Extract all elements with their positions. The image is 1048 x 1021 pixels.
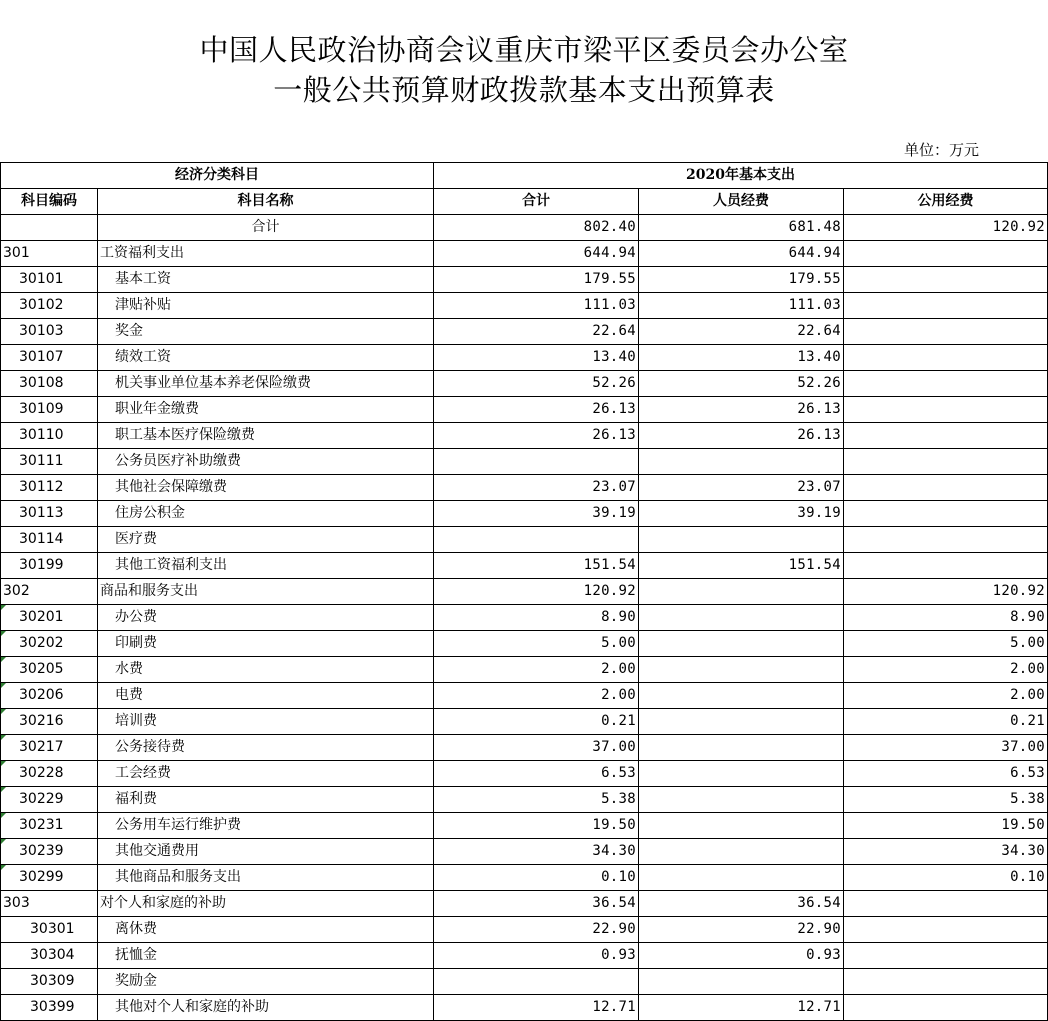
row-personnel: 0.93 bbox=[639, 943, 844, 969]
row-personnel bbox=[639, 735, 844, 761]
row-personnel bbox=[639, 761, 844, 787]
total-name: 合计 bbox=[98, 215, 434, 241]
table-row bbox=[1, 371, 1048, 397]
row-public bbox=[844, 917, 1048, 943]
row-code: 30101 bbox=[1, 267, 98, 293]
total-code bbox=[1, 215, 98, 241]
row-total: 0.10 bbox=[434, 865, 639, 891]
row-name: 其他工资福利支出 bbox=[98, 553, 434, 579]
row-public bbox=[844, 553, 1048, 579]
header-econ-class: 经济分类科目 bbox=[1, 163, 434, 189]
row-public bbox=[844, 371, 1048, 397]
row-total: 34.30 bbox=[434, 839, 639, 865]
table-row bbox=[1, 865, 1048, 891]
header-personnel: 人员经费 bbox=[639, 189, 844, 215]
row-name: 电费 bbox=[98, 683, 434, 709]
table-row bbox=[1, 813, 1048, 839]
row-code: 30217 bbox=[1, 735, 98, 761]
row-code: 30228 bbox=[1, 761, 98, 787]
table-row bbox=[1, 839, 1048, 865]
row-personnel bbox=[639, 605, 844, 631]
row-total: 8.90 bbox=[434, 605, 639, 631]
table-row bbox=[1, 631, 1048, 657]
row-total: 37.00 bbox=[434, 735, 639, 761]
row-total: 22.64 bbox=[434, 319, 639, 345]
row-name: 抚恤金 bbox=[98, 943, 434, 969]
row-public bbox=[844, 969, 1048, 995]
row-public bbox=[844, 267, 1048, 293]
total-row bbox=[1, 215, 1048, 241]
table-row bbox=[1, 917, 1048, 943]
row-public: 2.00 bbox=[844, 657, 1048, 683]
row-code: 30309 bbox=[1, 969, 98, 995]
row-total: 12.71 bbox=[434, 995, 639, 1021]
row-code: 30108 bbox=[1, 371, 98, 397]
row-total: 179.55 bbox=[434, 267, 639, 293]
row-total: 26.13 bbox=[434, 397, 639, 423]
row-name: 住房公积金 bbox=[98, 501, 434, 527]
row-total: 19.50 bbox=[434, 813, 639, 839]
row-code: 30199 bbox=[1, 553, 98, 579]
row-public: 34.30 bbox=[844, 839, 1048, 865]
header-2020-basic: 2020年基本支出 bbox=[434, 163, 1048, 189]
row-total: 0.21 bbox=[434, 709, 639, 735]
table-row bbox=[1, 735, 1048, 761]
row-personnel: 23.07 bbox=[639, 475, 844, 501]
row-personnel: 22.64 bbox=[639, 319, 844, 345]
row-public: 6.53 bbox=[844, 761, 1048, 787]
total-public: 120.92 bbox=[844, 215, 1048, 241]
row-code: 30110 bbox=[1, 423, 98, 449]
row-name: 工资福利支出 bbox=[98, 241, 434, 267]
row-total bbox=[434, 449, 639, 475]
row-name: 职工基本医疗保险缴费 bbox=[98, 423, 434, 449]
table-row bbox=[1, 943, 1048, 969]
table-row bbox=[1, 501, 1048, 527]
row-code: 30201 bbox=[1, 605, 98, 631]
row-code: 30205 bbox=[1, 657, 98, 683]
row-public bbox=[844, 501, 1048, 527]
row-personnel bbox=[639, 839, 844, 865]
row-total: 13.40 bbox=[434, 345, 639, 371]
row-name: 公务员医疗补助缴费 bbox=[98, 449, 434, 475]
row-personnel bbox=[639, 969, 844, 995]
row-personnel: 39.19 bbox=[639, 501, 844, 527]
row-personnel bbox=[639, 657, 844, 683]
row-total: 5.38 bbox=[434, 787, 639, 813]
row-public bbox=[844, 423, 1048, 449]
budget-table bbox=[0, 162, 1048, 1021]
row-code: 30301 bbox=[1, 917, 98, 943]
table-row bbox=[1, 657, 1048, 683]
row-personnel bbox=[639, 449, 844, 475]
row-total: 23.07 bbox=[434, 475, 639, 501]
header-col-row bbox=[1, 189, 1048, 215]
row-code: 30304 bbox=[1, 943, 98, 969]
row-name: 工会经费 bbox=[98, 761, 434, 787]
row-personnel bbox=[639, 683, 844, 709]
row-code: 30399 bbox=[1, 995, 98, 1021]
row-personnel: 22.90 bbox=[639, 917, 844, 943]
row-public: 8.90 bbox=[844, 605, 1048, 631]
table-row bbox=[1, 527, 1048, 553]
row-public bbox=[844, 397, 1048, 423]
row-personnel bbox=[639, 813, 844, 839]
row-personnel: 26.13 bbox=[639, 423, 844, 449]
row-total: 22.90 bbox=[434, 917, 639, 943]
row-name: 印刷费 bbox=[98, 631, 434, 657]
row-public bbox=[844, 319, 1048, 345]
row-personnel: 644.94 bbox=[639, 241, 844, 267]
table-row bbox=[1, 579, 1048, 605]
table-row bbox=[1, 553, 1048, 579]
row-code: 30102 bbox=[1, 293, 98, 319]
row-public: 37.00 bbox=[844, 735, 1048, 761]
table-row bbox=[1, 423, 1048, 449]
row-public bbox=[844, 345, 1048, 371]
row-public: 0.10 bbox=[844, 865, 1048, 891]
row-name: 公务用车运行维护费 bbox=[98, 813, 434, 839]
row-personnel bbox=[639, 787, 844, 813]
row-total: 52.26 bbox=[434, 371, 639, 397]
row-public bbox=[844, 449, 1048, 475]
row-code: 30231 bbox=[1, 813, 98, 839]
row-personnel: 12.71 bbox=[639, 995, 844, 1021]
row-code: 30216 bbox=[1, 709, 98, 735]
table-row bbox=[1, 709, 1048, 735]
header-name: 科目名称 bbox=[98, 189, 434, 215]
row-public bbox=[844, 995, 1048, 1021]
row-personnel bbox=[639, 579, 844, 605]
row-code: 30107 bbox=[1, 345, 98, 371]
row-code: 30239 bbox=[1, 839, 98, 865]
row-total: 111.03 bbox=[434, 293, 639, 319]
unit-label: 单位：万元 bbox=[904, 141, 980, 159]
row-public bbox=[844, 293, 1048, 319]
table-row bbox=[1, 293, 1048, 319]
row-total: 5.00 bbox=[434, 631, 639, 657]
row-personnel: 151.54 bbox=[639, 553, 844, 579]
row-personnel bbox=[639, 631, 844, 657]
table-row bbox=[1, 891, 1048, 917]
page-title-line1: 中国人民政治协商会议重庆市梁平区委员会办公室 bbox=[199, 33, 849, 67]
row-total: 6.53 bbox=[434, 761, 639, 787]
table-row bbox=[1, 683, 1048, 709]
row-name: 基本工资 bbox=[98, 267, 434, 293]
total-total: 802.40 bbox=[434, 215, 639, 241]
row-public bbox=[844, 891, 1048, 917]
row-name: 其他社会保障缴费 bbox=[98, 475, 434, 501]
row-personnel: 36.54 bbox=[639, 891, 844, 917]
row-code: 30109 bbox=[1, 397, 98, 423]
row-name: 培训费 bbox=[98, 709, 434, 735]
row-total: 39.19 bbox=[434, 501, 639, 527]
row-total: 2.00 bbox=[434, 683, 639, 709]
row-code: 302 bbox=[1, 579, 98, 605]
row-name: 绩效工资 bbox=[98, 345, 434, 371]
row-personnel bbox=[639, 709, 844, 735]
table-row bbox=[1, 241, 1048, 267]
row-code: 30114 bbox=[1, 527, 98, 553]
row-name: 其他商品和服务支出 bbox=[98, 865, 434, 891]
row-public: 5.00 bbox=[844, 631, 1048, 657]
row-name: 奖励金 bbox=[98, 969, 434, 995]
row-personnel: 26.13 bbox=[639, 397, 844, 423]
row-code: 30111 bbox=[1, 449, 98, 475]
row-public bbox=[844, 475, 1048, 501]
header-code: 科目编码 bbox=[1, 189, 98, 215]
row-name: 医疗费 bbox=[98, 527, 434, 553]
row-total: 644.94 bbox=[434, 241, 639, 267]
row-code: 301 bbox=[1, 241, 98, 267]
row-total: 26.13 bbox=[434, 423, 639, 449]
row-name: 奖金 bbox=[98, 319, 434, 345]
row-code: 30112 bbox=[1, 475, 98, 501]
row-personnel bbox=[639, 865, 844, 891]
row-name: 办公费 bbox=[98, 605, 434, 631]
row-name: 水费 bbox=[98, 657, 434, 683]
row-total: 151.54 bbox=[434, 553, 639, 579]
table-row bbox=[1, 397, 1048, 423]
row-name: 机关事业单位基本养老保险缴费 bbox=[98, 371, 434, 397]
table-row bbox=[1, 449, 1048, 475]
row-total: 0.93 bbox=[434, 943, 639, 969]
row-name: 福利费 bbox=[98, 787, 434, 813]
header-total: 合计 bbox=[434, 189, 639, 215]
header-group-row bbox=[1, 163, 1048, 189]
table-row bbox=[1, 267, 1048, 293]
header-public: 公用经费 bbox=[844, 189, 1048, 215]
row-total: 2.00 bbox=[434, 657, 639, 683]
row-total bbox=[434, 969, 639, 995]
row-personnel: 111.03 bbox=[639, 293, 844, 319]
row-total bbox=[434, 527, 639, 553]
row-personnel: 13.40 bbox=[639, 345, 844, 371]
row-public: 5.38 bbox=[844, 787, 1048, 813]
table-row bbox=[1, 319, 1048, 345]
row-public bbox=[844, 943, 1048, 969]
row-code: 30299 bbox=[1, 865, 98, 891]
row-public: 120.92 bbox=[844, 579, 1048, 605]
table-row bbox=[1, 969, 1048, 995]
table-row bbox=[1, 787, 1048, 813]
table-row bbox=[1, 345, 1048, 371]
row-code: 30113 bbox=[1, 501, 98, 527]
row-code: 30229 bbox=[1, 787, 98, 813]
row-total: 36.54 bbox=[434, 891, 639, 917]
row-public: 2.00 bbox=[844, 683, 1048, 709]
row-name: 商品和服务支出 bbox=[98, 579, 434, 605]
row-name: 离休费 bbox=[98, 917, 434, 943]
row-personnel bbox=[639, 527, 844, 553]
table-row bbox=[1, 605, 1048, 631]
table-row bbox=[1, 475, 1048, 501]
row-public: 19.50 bbox=[844, 813, 1048, 839]
row-code: 30103 bbox=[1, 319, 98, 345]
row-code: 303 bbox=[1, 891, 98, 917]
row-code: 30206 bbox=[1, 683, 98, 709]
row-name: 其他交通费用 bbox=[98, 839, 434, 865]
page-title-line2: 一般公共预算财政拨款基本支出预算表 bbox=[273, 73, 775, 107]
row-name: 其他对个人和家庭的补助 bbox=[98, 995, 434, 1021]
row-name: 公务接待费 bbox=[98, 735, 434, 761]
row-name: 津贴补贴 bbox=[98, 293, 434, 319]
row-public: 0.21 bbox=[844, 709, 1048, 735]
row-code: 30202 bbox=[1, 631, 98, 657]
table-row bbox=[1, 761, 1048, 787]
row-total: 120.92 bbox=[434, 579, 639, 605]
row-public bbox=[844, 241, 1048, 267]
total-personnel: 681.48 bbox=[639, 215, 844, 241]
row-personnel: 179.55 bbox=[639, 267, 844, 293]
row-public bbox=[844, 527, 1048, 553]
row-name: 对个人和家庭的补助 bbox=[98, 891, 434, 917]
row-name: 职业年金缴费 bbox=[98, 397, 434, 423]
row-personnel: 52.26 bbox=[639, 371, 844, 397]
table-row bbox=[1, 995, 1048, 1021]
